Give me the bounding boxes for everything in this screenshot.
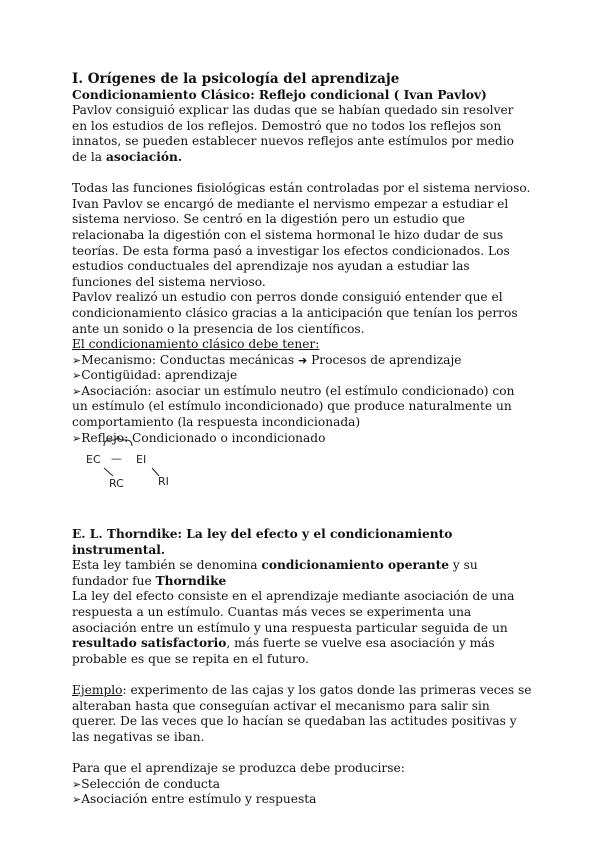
bold-text: resultado satisfactorio: [72, 636, 227, 651]
underlined-text: Ejemplo: [72, 682, 123, 697]
bullet-icon: ➢: [72, 793, 82, 807]
list-item: [72, 777, 532, 793]
list-item: [72, 792, 532, 808]
paragraph: [72, 683, 532, 745]
paragraph: Ivan Pavlov se encargó de mediante el nervismo empezar a estudiar el sistema nervioso. Se centró en la digestión pero un estudio que relacionaba la digestión con el sistema hormonal le hizo dudar de sus teorías. De esta forma pasó a investigar los efectos condicionados. Los estudios conductuales del aprendizaje nos ayudan a estudiar las funciones del sistema nervioso.: [72, 196, 510, 289]
bullet-icon: ➢: [72, 777, 82, 791]
text: : experimento de las cajas y los gatos donde las primeras veces se alteraban hasta que conseguían activar el mecanismo para salir sin querer. De las veces que lo hacían se quedaban las actitudes positivas y las negativas se iban.: [72, 682, 532, 744]
list-item: [72, 384, 532, 431]
paragraph: [72, 103, 532, 165]
list-item: [72, 368, 532, 384]
diagram-ec: EC: [86, 453, 101, 466]
section-subtitle: Condicionamiento Clásico: Reflejo condicional ( Ivan Pavlov): [72, 87, 487, 102]
text: Mecanismo: Conductas mecánicas: [81, 352, 298, 367]
list-item: [72, 353, 532, 369]
paragraph: [72, 589, 532, 667]
paragraph: Todas las funciones fisiológicas están controladas por el sistema nervioso.: [72, 181, 531, 196]
bold-text: asociación.: [105, 149, 183, 164]
conditioning-diagram: [80, 432, 190, 492]
text: Contigüidad: aprendizaje: [81, 368, 238, 383]
brace-icon: [104, 436, 132, 446]
text: Pavlov consiguió explicar las dudas que se habían quedado sin resolver en los estudios de los reflejos. Demostró que no todos los reflejos son innatos, se pueden establecer nuevos reflejos ante estímulos por medio de la: [72, 103, 514, 164]
diagram-dash: —: [111, 452, 122, 465]
diagram-ei: EI: [136, 453, 147, 466]
bullet-icon: ➢: [72, 384, 82, 398]
bullet-icon: ➢: [72, 431, 82, 445]
text: , más fuerte se vuelve esa asociación y más probable es que se repita en el futuro.: [72, 636, 495, 666]
bullet-icon: ➢: [72, 369, 82, 383]
text: Asociación: asociar un estímulo neutro (el estímulo condicionado) con un estímulo (el estímulo incondicionado) que produce naturalmente un comportamiento (la respuesta incondicionada): [72, 383, 515, 430]
text: Procesos de aprendizaje: [307, 352, 462, 367]
arrow-right-icon: ➜: [298, 353, 308, 367]
text: La ley del efecto consiste en el aprendizaje mediante asociación de una respuesta a un estímulo. Cuantas más veces se experimenta una asociación entre un estímulo y una respuesta particular seguida de un: [72, 589, 515, 635]
text: Asociación entre estímulo y respuesta: [81, 792, 317, 807]
arrow-down-icon: [104, 468, 113, 476]
section-thorndike: [72, 527, 532, 808]
diagram-ri: RI: [158, 475, 169, 488]
bullet-icon: ➢: [72, 353, 82, 367]
text: y su fundador fue: [72, 558, 478, 588]
bold-text: condicionamiento operante: [261, 558, 450, 573]
diagram-rc: RC: [109, 477, 124, 490]
section-pavlov: [72, 72, 532, 446]
section-title: E. L. Thorndike: La ley del efecto y el condicionamiento instrumental.: [72, 527, 453, 557]
paragraph: Para que el aprendizaje se produzca debe producirse:: [72, 760, 405, 775]
paragraph: [72, 558, 532, 589]
paragraph: Pavlov realizó un estudio con perros donde consiguió entender que el condicionamiento clásico gracias a la anticipación que tenían los perros ante un sonido o la presencia de los científicos.: [72, 290, 518, 336]
text: Esta ley también se denomina: [72, 558, 262, 573]
bold-text: Thorndike: [155, 573, 227, 588]
text: Selección de conducta: [81, 776, 221, 791]
text: Reflejo: Condicionado o incondicionado: [81, 430, 326, 445]
list-heading: El condicionamiento clásico debe tener:: [72, 337, 320, 352]
section-title: I. Orígenes de la psicología del aprendizaje: [72, 71, 400, 87]
